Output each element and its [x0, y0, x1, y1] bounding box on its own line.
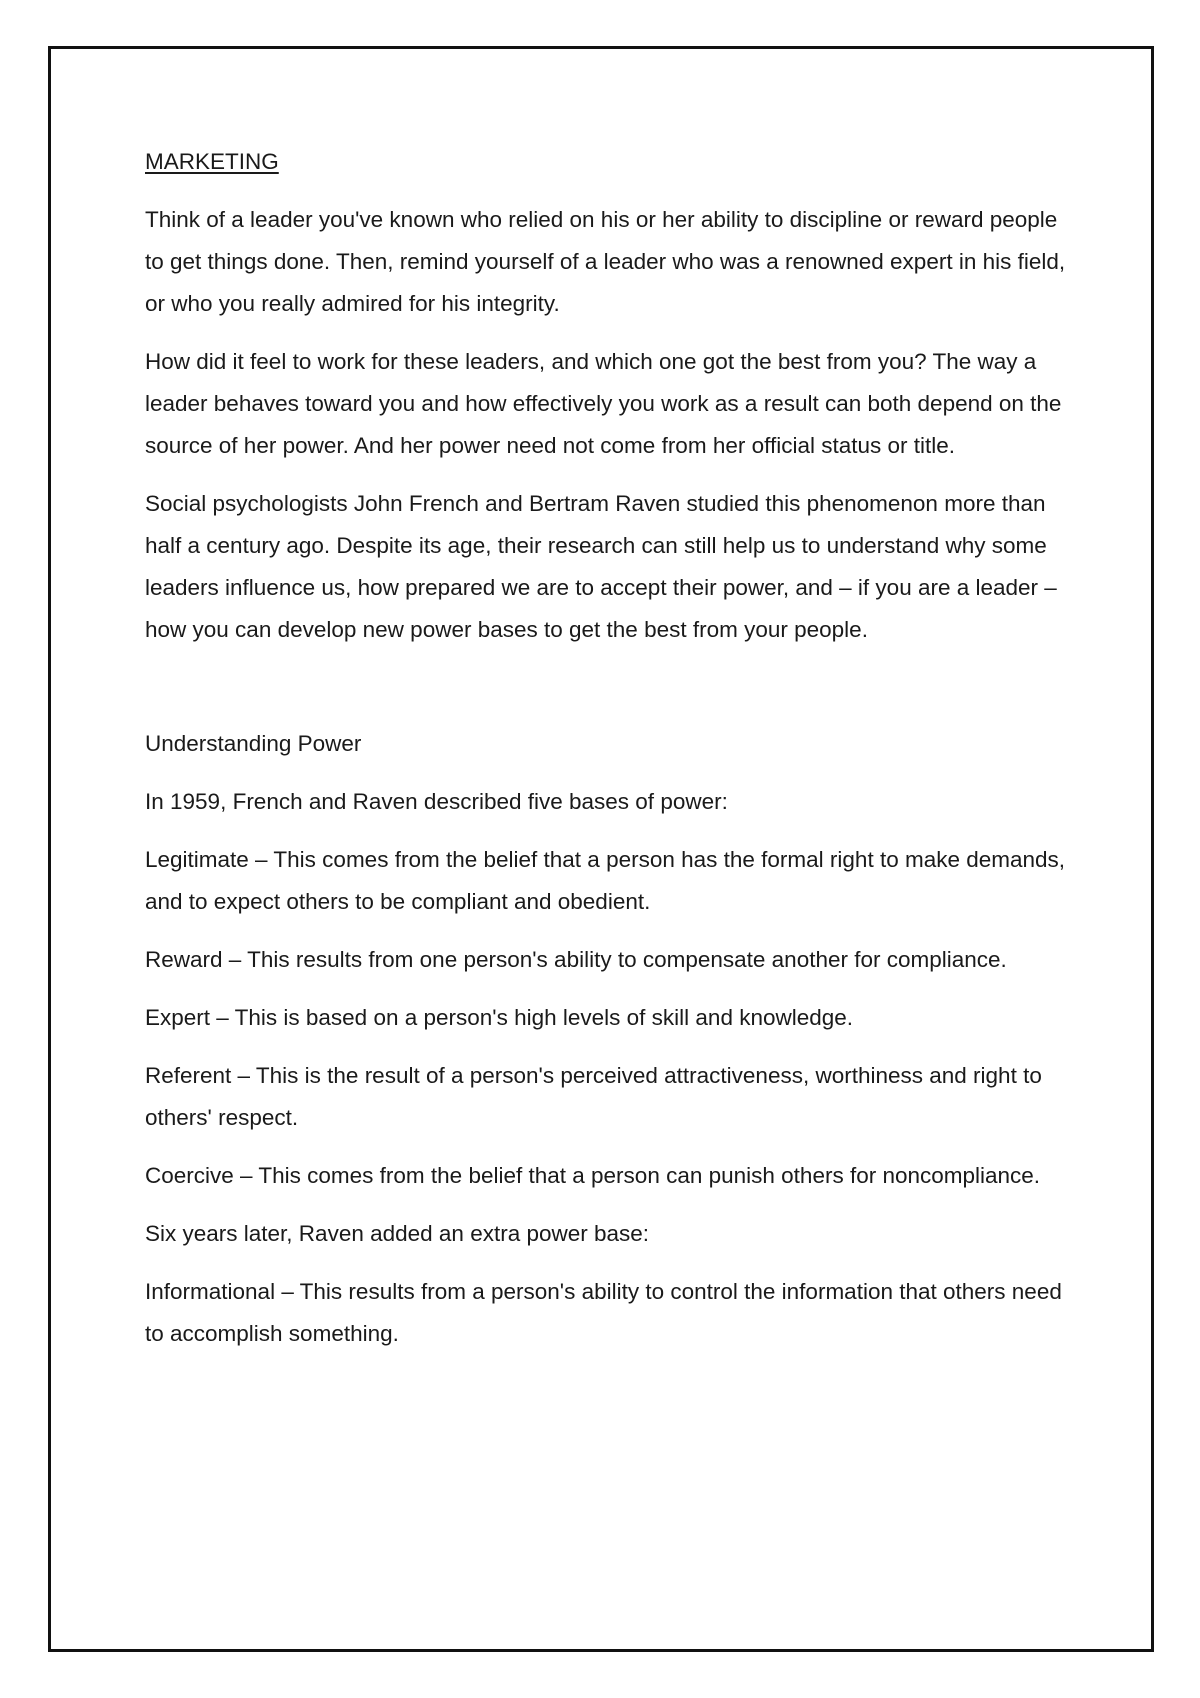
section-spacer: [145, 667, 1075, 723]
intro-paragraph-2: How did it feel to work for these leaders, and which one got the best from you? The way a leader behaves toward you and how effectively you work as a result can both depend on the source of her power. And her power need not come from her official status or title.: [145, 349, 1062, 458]
intro-paragraph-3: Social psychologists John French and Bertram Raven studied this phenomenon more than half a century ago. Despite its age, their research can still help us to understand why some leaders influence us, how prepared we are to accept their power, and – if you are a leader – how you can develop new power bases to get the best from your people.: [145, 491, 1057, 642]
section-paragraph-intro: In 1959, French and Raven described five bases of power:: [145, 789, 728, 814]
power-base-coercive: Coercive – This comes from the belief that a person can punish others for noncompliance.: [145, 1163, 1041, 1188]
power-base-legitimate: Legitimate – This comes from the belief that a person has the formal right to make demands, and to expect others to be compliant and obedient.: [145, 847, 1066, 914]
section-heading: Understanding Power: [145, 731, 362, 756]
intro-paragraph-1: Think of a leader you've known who relied on his or her ability to discipline or reward people to get things done. Then, remind yourself of a leader who was a renowned expert in his field, or who you really admired for his integrity.: [145, 207, 1066, 316]
section-paragraph-addition: Six years later, Raven added an extra power base:: [145, 1221, 650, 1246]
power-base-reward: Reward – This results from one person's ability to compensate another for compliance.: [145, 947, 1007, 972]
document-body: [145, 141, 1075, 1371]
power-base-informational: Informational – This results from a person's ability to control the information that others need to accomplish something.: [145, 1279, 1062, 1346]
power-base-expert: Expert – This is based on a person's high levels of skill and knowledge.: [145, 1005, 854, 1030]
power-base-referent: Referent – This is the result of a person's perceived attractiveness, worthiness and right to others' respect.: [145, 1063, 1042, 1130]
document-title: MARKETING: [145, 149, 279, 174]
